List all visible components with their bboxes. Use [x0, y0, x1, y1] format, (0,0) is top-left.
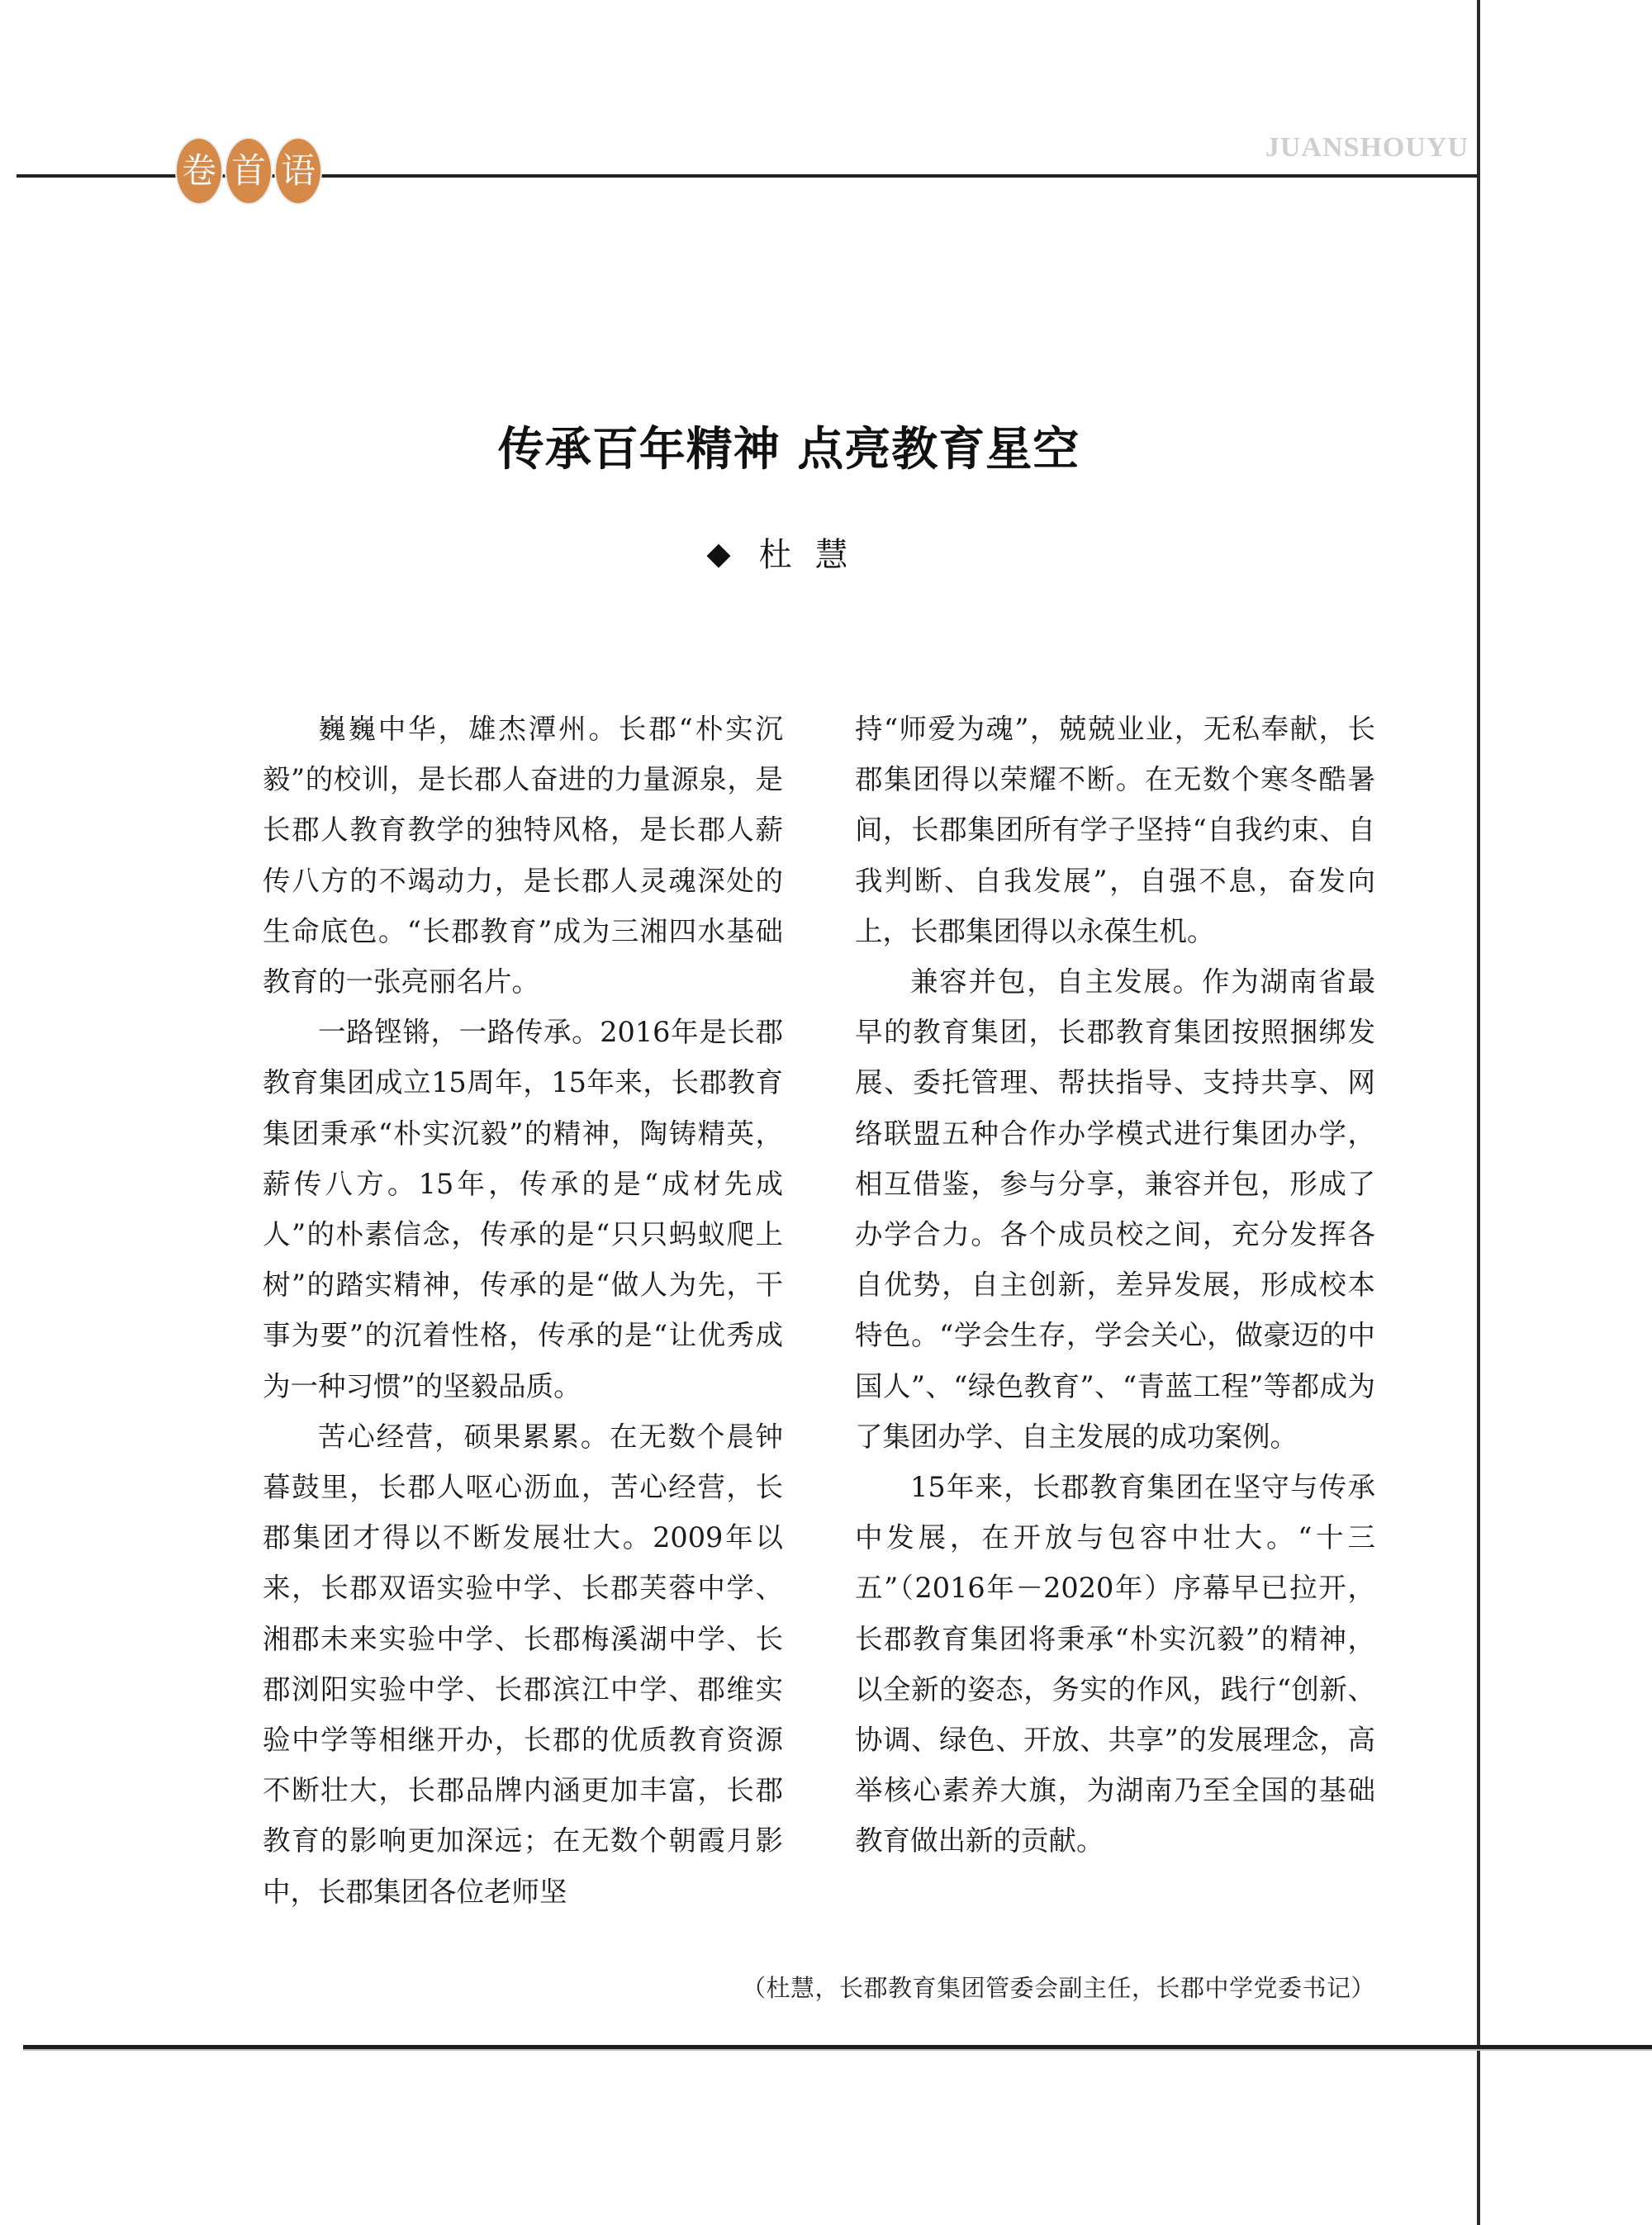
paragraph: 一路铿锵，一路传承。2016年是长郡教育集团成立15周年，15年来，长郡教育集团秉承“朴实沉毅”的精神，陶铸精英，薪传八方。15年，传承的是“成材先成人”的朴素信念，传承的是“只只蚂蚁爬上树”的踏实精神，传承的是“做人为先，干事为要”的沉着性格，传承的是“让优秀成为一种习惯”的坚毅品质。 [263, 1016, 783, 1402]
byline [0, 529, 1578, 576]
paragraph-continued: 持“师爱为魂”，兢兢业业，无私奉献，长郡集团得以荣耀不断。在无数个寒冬酷暑间，长郡集团所有学子坚持“自我约束、自我判断、自我发展”，自强不息，奋发向上，长郡集团得以永葆生机。 [855, 713, 1375, 947]
section-name-english: JUANSHOUYU [1265, 132, 1469, 163]
paragraph: 苦心经营，硕果累累。在无数个晨钟暮鼓里，长郡人呕心沥血，苦心经营，长郡集团才得以不断发展壮大。2009年以来，长郡双语实验中学、长郡芙蓉中学、湘郡未来实验中学、长郡梅溪湖中学、长郡浏阳实验中学、长郡滨江中学、郡维实验中学等相继开办，长郡的优质教育资源不断壮大，长郡品牌内涵更加丰富，长郡教育的影响更加深远；在无数个朝霞月影中，长郡集团各位老师坚 [263, 1420, 783, 1908]
body-column-left [263, 704, 783, 1917]
diamond-icon: ◆ [706, 535, 731, 572]
author-note: （杜慧，长郡教育集团管委会副主任，长郡中学党委书记） [741, 1974, 1375, 2002]
author-name: 杜慧 [758, 536, 871, 574]
paragraph: 巍巍中华，雄杰潭州。长郡“朴实沉毅”的校训，是长郡人奋进的力量源泉，是长郡人教育教学的独特风格，是长郡人薪传八方的不竭动力，是长郡人灵魂深处的生命底色。“长郡教育”成为三湘四水基础教育的一张亮丽名片。 [263, 713, 783, 999]
section-badge-char: 首 [225, 137, 273, 205]
article-title: 传承百年精神 点亮教育星空 [497, 422, 1080, 477]
footer-rule [23, 2045, 1652, 2049]
section-badge-char: 卷 [175, 137, 223, 205]
section-badge [175, 137, 322, 205]
paragraph: 兼容并包，自主发展。作为湖南省最早的教育集团，长郡教育集团按照捆绑发展、委托管理、帮扶指导、支持共享、网络联盟五种合作办学模式进行集团办学，相互借鉴，参与分享，兼容并包，形成了办学合力。各个成员校之间，充分发挥各自优势，自主创新，差异发展，形成校本特色。“学会生存，学会关心，做豪迈的中国人”、“绿色教育”、“青蓝工程”等都成为了集团办学、自主发展的成功案例。 [855, 965, 1375, 1453]
paragraph: 15年来，长郡教育集团在坚守与传承中发展，在开放与包容中壮大。“十三五”（2016年－2020年）序幕早已拉开，长郡教育集团将秉承“朴实沉毅”的精神，以全新的姿态，务实的作风，践行“创新、协调、绿色、开放、共享”的发展理念，高举核心素养大旗，为湖南乃至全国的基础教育做出新的贡献。 [855, 1471, 1375, 1857]
section-badge-char: 语 [274, 137, 322, 205]
page-margin-vertical-rule [1477, 0, 1480, 2225]
body-column-right [855, 704, 1375, 1867]
